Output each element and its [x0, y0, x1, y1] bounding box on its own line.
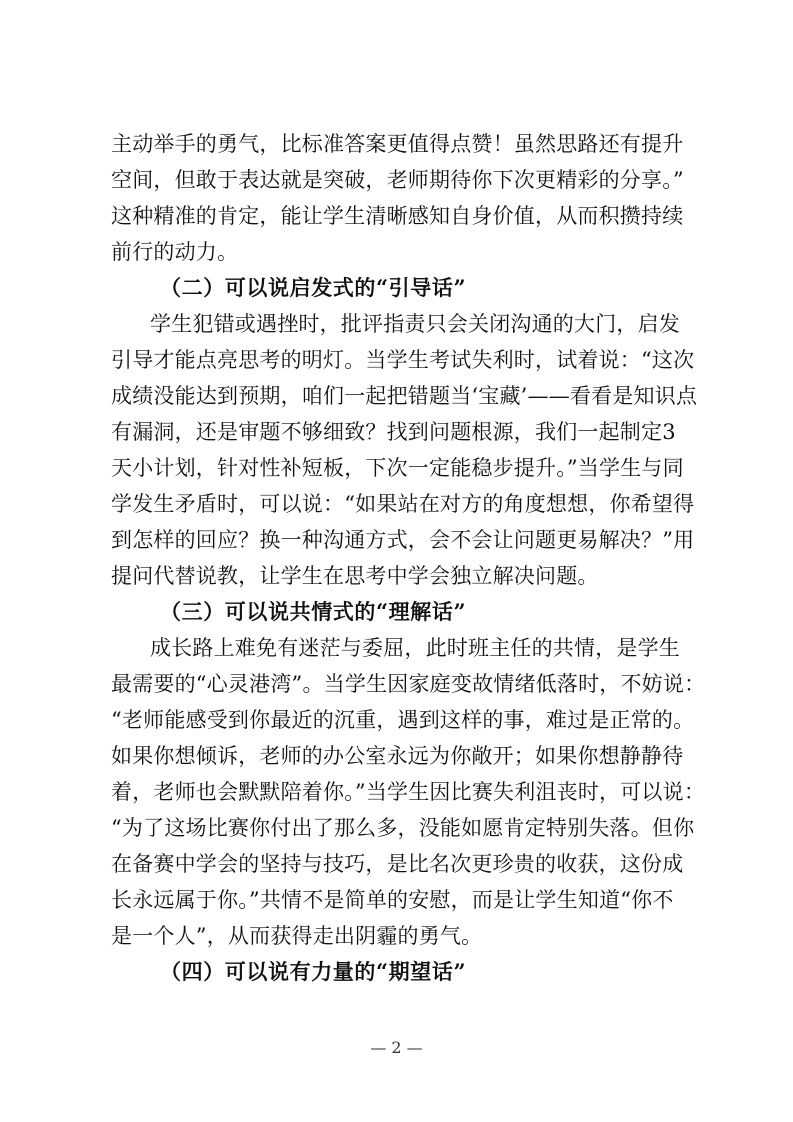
- paragraph-line: 引导才能点亮思考的明灯。当学生考试失利时，试着说：“这次: [111, 348, 695, 372]
- paragraph-line: 成绩没能达到预期，咱们一起把错题当‘宝藏’——看看是知识点: [111, 384, 698, 408]
- paragraph-line: 到怎样的回应？换一种沟通方式，会不会让问题更易解决？”用: [111, 528, 695, 552]
- section-heading-3: （三）可以说共情式的“理解话”: [160, 599, 467, 624]
- paragraph-line: 天小计划，针对性补短板，下次一定能稳步提升。”当学生与同: [111, 456, 684, 480]
- paragraph-line: 是一个人”，从而获得走出阴霾的勇气。: [111, 924, 483, 948]
- paragraph-line: 在备赛中学会的坚持与技巧，是比名次更珍贵的收获，这份成: [111, 852, 684, 876]
- paragraph-line: 如果你想倾诉，老师的办公室永远为你敞开；如果你想静静待: [111, 744, 684, 768]
- paragraph-line: 着，老师也会默默陪着你。”当学生因比赛失利沮丧时，可以说：: [111, 780, 706, 804]
- paragraph-line: 空间，但敢于表达就是突破，老师期待你下次更精彩的分享。”: [111, 168, 684, 192]
- paragraph-line: “老师能感受到你最近的沉重，遇到这样的事，难过是正常的。: [111, 708, 695, 732]
- page-number: — 2 —: [370, 1038, 423, 1057]
- paragraph-line: 成长路上难免有迷茫与委屈，此时班主任的共情，是学生: [150, 636, 680, 660]
- section-heading-2: （二）可以说启发式的“引导话”: [160, 275, 467, 300]
- paragraph-line: “为了这场比赛你付出了那么多，没能如愿肯定特别失落。但你: [111, 816, 695, 840]
- paragraph-line: 前行的动力。: [111, 240, 239, 264]
- paragraph-line: 主动举手的勇气，比标准答案更值得点赞！虽然思路还有提升: [111, 132, 684, 156]
- paragraph-line: 最需要的“心灵港湾”。当学生因家庭变故情绪低落时，不妨说：: [111, 672, 706, 696]
- paragraph-line: 学生犯错或遇挫时，批评指责只会关闭沟通的大门，启发: [150, 312, 680, 336]
- paragraph-line: 这种精准的肯定，能让学生清晰感知自身价值，从而积攒持续: [111, 204, 684, 228]
- paragraph-line: 有漏洞，还是审题不够细致？找到问题根源，我们一起制定3: [111, 420, 676, 444]
- paragraph-line: 长永远属于你。”共情不是简单的安慰，而是让学生知道“你不: [111, 888, 674, 912]
- paragraph-line: 提问代替说教，让学生在思考中学会独立解决问题。: [111, 564, 599, 588]
- paragraph-line: 学发生矛盾时，可以说：“如果站在对方的角度想想，你希望得: [111, 492, 695, 516]
- section-heading-4: （四）可以说有力量的“期望话”: [160, 959, 467, 984]
